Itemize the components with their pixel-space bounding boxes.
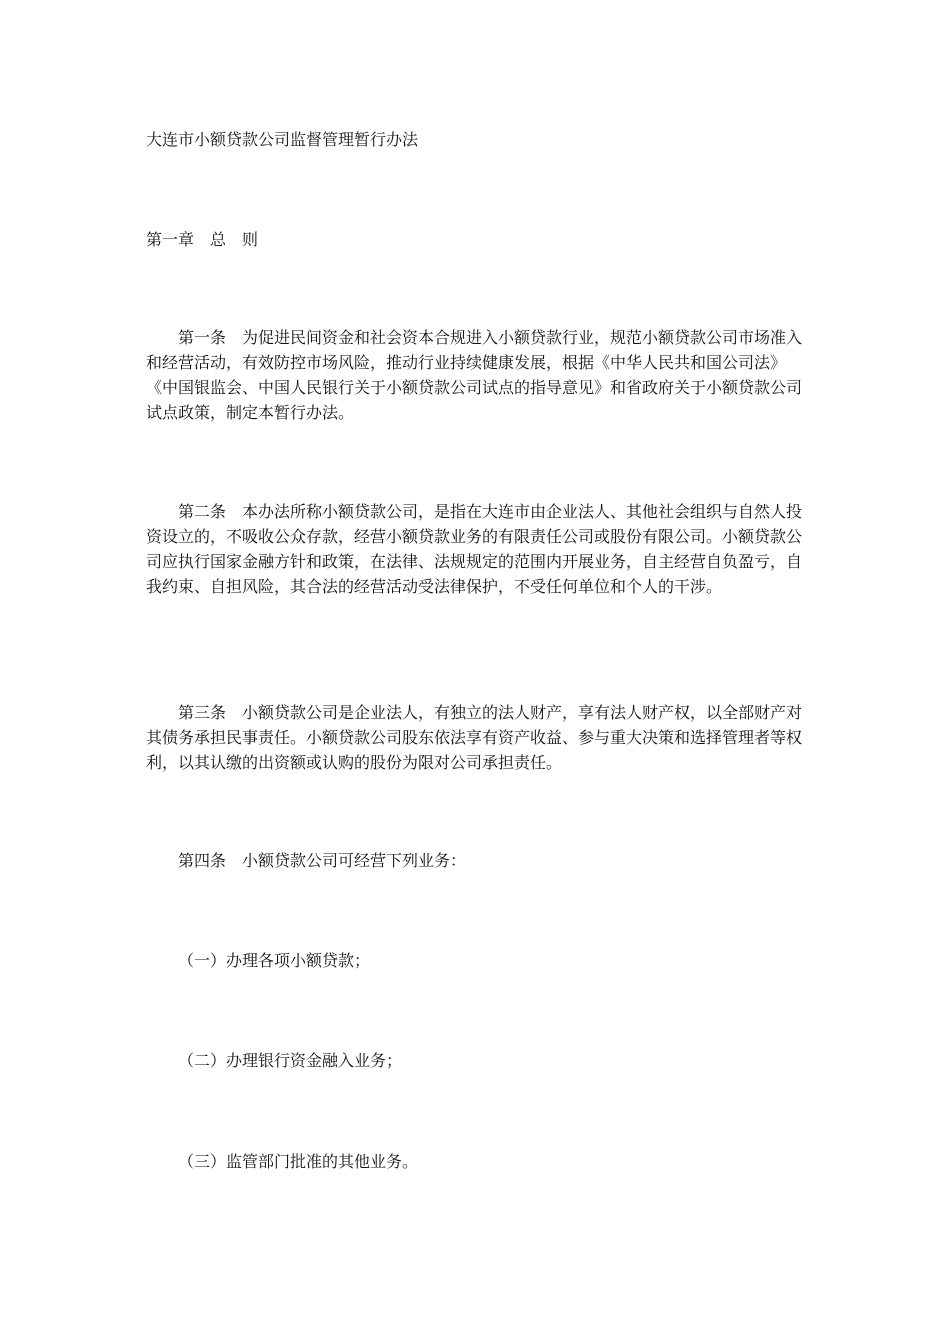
list-item: （一）办理各项小额贷款； <box>178 951 371 970</box>
chapter-heading <box>146 227 806 252</box>
article-3 <box>146 700 806 775</box>
article-label: 第一条 <box>178 328 227 347</box>
list-item: （二）办理银行资金融入业务； <box>178 1051 403 1070</box>
article-text: 为促进民间资金和社会资本合规进入小额贷款行业，规范小额贷款公司市场准入和经营活动，有效防控市场风险，推动行业持续健康发展，根据《中华人民共和国公司法》《中国银监会、中国人民银行关于小额贷款公司试点的指导意见》和省政府关于小额贷款公司试点政策，制定本暂行办法。 <box>146 328 803 422</box>
list-item: （三）监管部门批准的其他业务。 <box>178 1152 419 1171</box>
chapter-title-part1: 总 <box>210 230 227 249</box>
article-2 <box>146 499 806 599</box>
article-1 <box>146 325 806 425</box>
article-label: 第四条 <box>178 851 227 870</box>
chapter-title-part2: 则 <box>242 230 259 249</box>
article-text: 本办法所称小额贷款公司，是指在大连市由企业法人、其他社会组织与自然人投资设立的，不吸收公众存款，经营小额贷款业务的有限责任公司或股份有限公司。小额贷款公司应执行国家金融方针和政策，在法律、法规规定的范围内开展业务，自主经营自负盈亏，自我约束、自担风险，其合法的经营活动受法律保护，不受任何单位和个人的干涉。 <box>146 502 803 596</box>
document-title: 大连市小额贷款公司监督管理暂行办法 <box>146 130 419 149</box>
article-label: 第二条 <box>178 502 227 521</box>
article-4 <box>146 848 806 873</box>
article-text: 小额贷款公司可经营下列业务： <box>242 851 467 870</box>
article-label: 第三条 <box>178 703 227 722</box>
article-text: 小额贷款公司是企业法人，有独立的法人财产，享有法人财产权，以全部财产对其债务承担民事责任。小额贷款公司股东依法享有资产收益、参与重大决策和选择管理者等权利，以其认缴的出资额或认购的股份为限对公司承担责任。 <box>146 703 803 772</box>
chapter-number: 第一章 <box>146 230 195 249</box>
